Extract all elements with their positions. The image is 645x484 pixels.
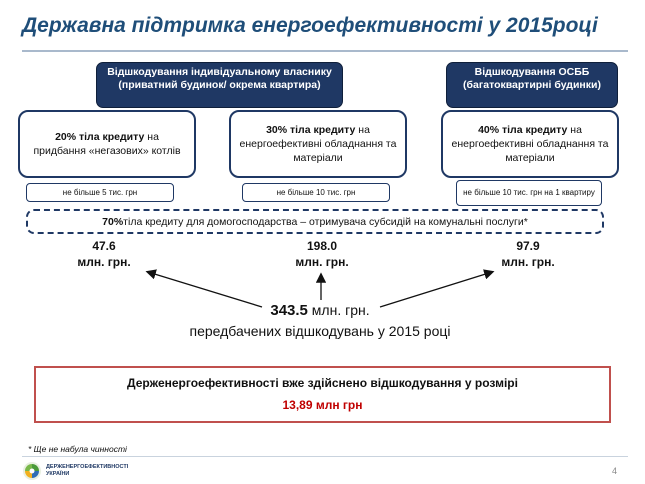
reimbursement-done-value: 13,89 млн грн (282, 398, 363, 412)
program-boilers-desc: на придбання «негазових» котлів (33, 131, 181, 157)
program-equipment-osbb-desc: на енергоефективні обладнання та матеріали (451, 124, 609, 164)
program-equipment-osbb-share: 40% тіла кредиту (478, 124, 568, 136)
logo-line1: ДЕРЖЕНЕРГОЕФЕКТИВНОСТІ (46, 464, 129, 470)
program-equipment-individual-share: 30% тіла кредиту (266, 124, 356, 136)
logo-line2: УКРАЇНИ (46, 471, 70, 477)
program-boilers-share: 20% тіла кредиту (55, 131, 145, 143)
total-value: 343.5 (270, 302, 308, 319)
reimbursement-done-box (34, 366, 611, 423)
amount-boilers-value: 47.6 (92, 239, 116, 253)
program-equipment-individual-desc: на енергоефективні обладнання та матеріали (239, 124, 397, 164)
reimbursement-done-text: Держенергоефективності вже здійснено відшкодування у розмірі (127, 376, 518, 390)
agency-logo-text (46, 464, 128, 478)
footer-divider (22, 456, 628, 457)
total-block (150, 300, 490, 341)
header-osbb-text: Відшкодування ОСББ (багатоквартирні будинки) (463, 66, 601, 91)
total-caption: передбачених відшкодувань у 2015 році (189, 323, 451, 339)
page-number: 4 (612, 466, 618, 476)
amount-equipment-osbb-unit: млн. грн. (501, 255, 555, 269)
amount-equipment-individual-value: 198.0 (306, 239, 338, 253)
limit-boilers-text: не більше 5 тис. грн (62, 187, 138, 197)
slide-title: Державна підтримка енергоефективності у 2015році (22, 14, 598, 37)
subsidy-desc: тіла кредиту для домогосподарства – отримувача субсидій на комунальні послуги* (123, 215, 528, 228)
amount-equipment-osbb-value: 97.9 (516, 239, 540, 253)
amount-boilers-unit: млн. грн. (77, 255, 131, 269)
limit-equipment-osbb-text: не більше 10 тис. грн на 1 квартиру (463, 188, 595, 197)
agency-logo-icon (22, 461, 42, 481)
total-unit: млн. грн. (307, 302, 370, 318)
amount-equipment-individual-unit: млн. грн. (295, 255, 349, 269)
footnote: * Ще не набула чинності (28, 444, 127, 454)
limit-equipment-individual-text: не більше 10 тис. грн (276, 187, 356, 197)
subsidy-share: 70% (102, 215, 124, 228)
header-individual-text: Відшкодування індивідуальному власнику (приватний будинок/ окрема квартира) (107, 66, 332, 91)
